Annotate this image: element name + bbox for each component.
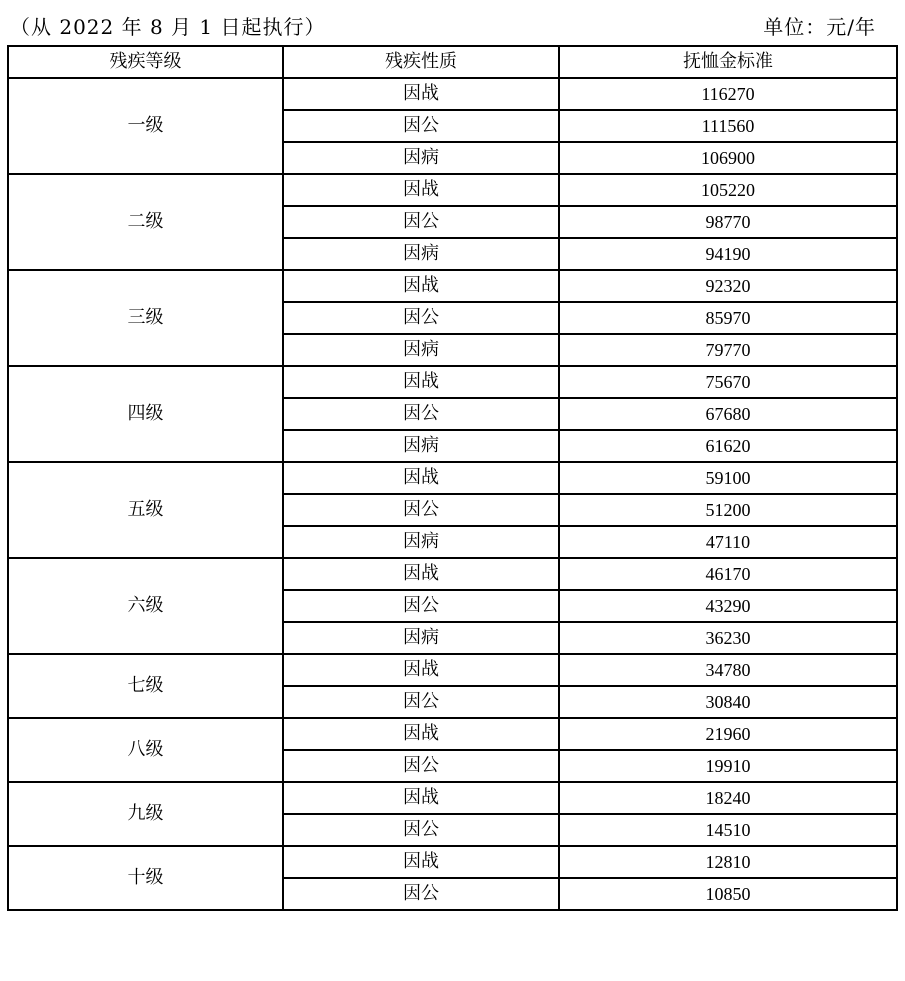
- table-row: [8, 718, 897, 750]
- header-disability-nature: 残疾性质: [283, 46, 559, 78]
- disability-nature-cell: 因公: [283, 814, 559, 846]
- disability-grade-cell: 一级: [8, 78, 283, 174]
- disability-nature-cell: 因公: [283, 302, 559, 334]
- pension-amount-cell: 43290: [559, 590, 897, 622]
- pension-amount-cell: 85970: [559, 302, 897, 334]
- pension-amount-cell: 59100: [559, 462, 897, 494]
- disability-grade-cell: 二级: [8, 174, 283, 270]
- table-row: [8, 78, 897, 110]
- pension-amount-cell: 61620: [559, 430, 897, 462]
- pension-amount-cell: 47110: [559, 526, 897, 558]
- pension-amount-cell: 30840: [559, 686, 897, 718]
- pension-amount-cell: 12810: [559, 846, 897, 878]
- disability-grade-cell: 八级: [8, 718, 283, 782]
- pension-amount-cell: 51200: [559, 494, 897, 526]
- table-row: [8, 270, 897, 302]
- pension-amount-cell: 21960: [559, 718, 897, 750]
- pension-amount-cell: 67680: [559, 398, 897, 430]
- disability-nature-cell: 因战: [283, 718, 559, 750]
- disability-nature-cell: 因病: [283, 622, 559, 654]
- pension-amount-cell: 116270: [559, 78, 897, 110]
- disability-grade-cell: 三级: [8, 270, 283, 366]
- disability-nature-cell: 因公: [283, 398, 559, 430]
- disability-nature-cell: 因公: [283, 206, 559, 238]
- pension-standard-table: [7, 45, 898, 911]
- table-row: [8, 846, 897, 878]
- pension-amount-cell: 18240: [559, 782, 897, 814]
- effective-date-note: （从 2022 年 8 月 1 日起执行）: [10, 15, 326, 39]
- pension-amount-cell: 79770: [559, 334, 897, 366]
- disability-nature-cell: 因公: [283, 750, 559, 782]
- pension-amount-cell: 14510: [559, 814, 897, 846]
- disability-nature-cell: 因战: [283, 462, 559, 494]
- pension-amount-cell: 94190: [559, 238, 897, 270]
- disability-nature-cell: 因战: [283, 782, 559, 814]
- disability-nature-cell: 因病: [283, 142, 559, 174]
- pension-amount-cell: 19910: [559, 750, 897, 782]
- table-row: [8, 366, 897, 398]
- table-row: [8, 174, 897, 206]
- disability-nature-cell: 因公: [283, 110, 559, 142]
- disability-nature-cell: 因战: [283, 846, 559, 878]
- pension-amount-cell: 105220: [559, 174, 897, 206]
- pension-amount-cell: 106900: [559, 142, 897, 174]
- header-disability-grade: 残疾等级: [8, 46, 283, 78]
- disability-nature-cell: 因公: [283, 686, 559, 718]
- pension-amount-cell: 36230: [559, 622, 897, 654]
- disability-nature-cell: 因病: [283, 430, 559, 462]
- pension-amount-cell: 111560: [559, 110, 897, 142]
- disability-nature-cell: 因战: [283, 654, 559, 686]
- table-header-row: [8, 46, 897, 78]
- table-row: [8, 782, 897, 814]
- table-row: [8, 558, 897, 590]
- table-row: [8, 654, 897, 686]
- disability-grade-cell: 九级: [8, 782, 283, 846]
- table-body: [8, 78, 897, 910]
- pension-amount-cell: 10850: [559, 878, 897, 910]
- disability-nature-cell: 因病: [283, 334, 559, 366]
- disability-grade-cell: 七级: [8, 654, 283, 718]
- pension-amount-cell: 92320: [559, 270, 897, 302]
- disability-grade-cell: 五级: [8, 462, 283, 558]
- disability-nature-cell: 因公: [283, 590, 559, 622]
- pension-amount-cell: 34780: [559, 654, 897, 686]
- disability-nature-cell: 因病: [283, 526, 559, 558]
- disability-nature-cell: 因公: [283, 494, 559, 526]
- disability-nature-cell: 因战: [283, 174, 559, 206]
- disability-grade-cell: 六级: [8, 558, 283, 654]
- disability-nature-cell: 因战: [283, 366, 559, 398]
- disability-nature-cell: 因战: [283, 78, 559, 110]
- disability-nature-cell: 因战: [283, 270, 559, 302]
- disability-grade-cell: 十级: [8, 846, 283, 910]
- disability-grade-cell: 四级: [8, 366, 283, 462]
- table-caption-line: [10, 12, 876, 42]
- pension-amount-cell: 98770: [559, 206, 897, 238]
- unit-label: 单位：元/年: [763, 15, 876, 39]
- disability-nature-cell: 因公: [283, 878, 559, 910]
- table-row: [8, 462, 897, 494]
- disability-nature-cell: 因病: [283, 238, 559, 270]
- pension-amount-cell: 46170: [559, 558, 897, 590]
- pension-amount-cell: 75670: [559, 366, 897, 398]
- header-pension-standard: 抚恤金标准: [559, 46, 897, 78]
- disability-nature-cell: 因战: [283, 558, 559, 590]
